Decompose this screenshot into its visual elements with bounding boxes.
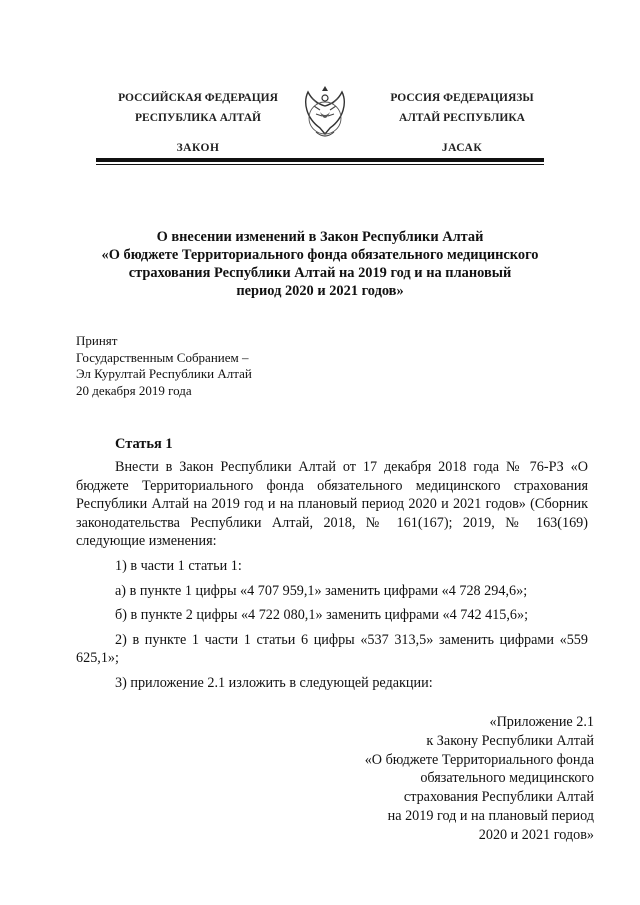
article-item: 1) в части 1 статьи 1: [115,557,242,574]
header-divider-thin [96,164,544,165]
header-right-country: РОССИЯ ФЕДЕРАЦИЯЗЫ [390,92,534,104]
title-line: страхования Республики Алтай на 2019 год и на плановый [128,265,512,281]
header-divider-thick [96,158,544,162]
appendix-line: «О бюджете Территориального фонда [364,751,594,768]
appendix-reference [365,713,594,845]
header-left-block [88,88,308,158]
appendix-line: на 2019 год и на плановый период [387,807,594,824]
article-item: 2) в пункте 1 части 1 статьи 6 цифры «537 313,5» заменить цифрами «559 625,1»; [76,631,588,667]
header-left-law: ЗАКОН [176,142,220,154]
appendix-line: к Закону Республики Алтай [426,732,594,749]
article-item: а) в пункте 1 цифры «4 707 959,1» заменить цифрами «4 728 294,6»; [115,582,528,599]
header-left-republic: РЕСПУБЛИКА АЛТАЙ [135,112,261,124]
adoption-note [76,333,252,399]
title-line: период 2020 и 2021 годов» [236,283,404,299]
article-heading: Статья 1 [115,436,173,452]
article-item: б) в пункте 2 цифры «4 722 080,1» заменить цифрами «4 742 415,6»; [115,607,529,624]
header-right-block [352,88,572,158]
adoption-line: Принят [76,333,118,348]
adoption-date: 20 декабря 2019 года [76,382,192,398]
coat-of-arms-eagle-icon [300,82,350,142]
law-title [90,228,550,300]
appendix-line: 2020 и 2021 годов» [478,826,594,843]
title-line: О внесении изменений в Закон Республики Алтай [156,229,484,245]
header-left-country: РОССИЙСКАЯ ФЕДЕРАЦИЯ [118,92,278,104]
adoption-line: Эл Курултай Республики Алтай [76,366,252,381]
appendix-line: обязательного медицинского [420,770,594,787]
header-right-law: JАСАК [441,142,483,154]
title-line: «О бюджете Территориального фонда обязательного медицинского [101,247,539,263]
article-intro-paragraph: Внести в Закон Республики Алтай от 17 декабря 2018 года № 76-РЗ «О бюджете Территориального фонда обязательного медицинского страхования Республики Алтай на 2019 год и на плановый период 2020 и 2021 годов» (Сборник законодательства Республики Алтай, 2018, № 161(167); 2019, № 163(169) следующие изменения: [76,459,588,550]
appendix-line: страхования Республики Алтай [403,789,594,806]
appendix-line: «Приложение 2.1 [489,714,594,730]
article-body [76,458,588,693]
header-right-republic: АЛТАЙ РЕСПУБЛИКА [399,112,525,124]
article-item: 3) приложение 2.1 изложить в следующей редакции: [115,674,433,691]
adoption-line: Государственным Собранием – [76,349,249,365]
